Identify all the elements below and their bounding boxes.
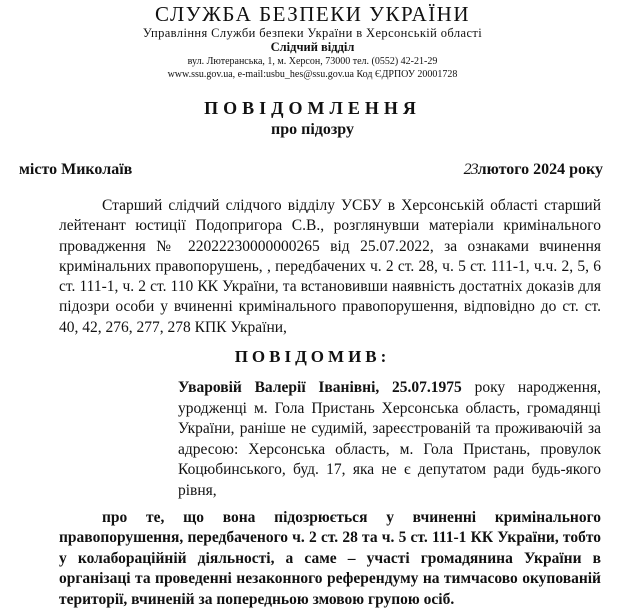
city-label: місто Миколаїв — [19, 161, 133, 178]
date-day: 23 — [463, 161, 478, 178]
charge-text: про те, що вона підозрюється у вчиненні кримінального правопорушення, передбаченого ч. 2 ст. 28 та ч. 5 ст. 111-1 КК України, тобто у колабораційній діяльності, а саме – участі громадянина України в організаці та проведенні незаконного референдуму на тимчасово окупованій території, вчиненій за попередньою змовою групою осіб. — [59, 509, 601, 608]
paragraph-indent — [59, 197, 102, 214]
suspect-details: року народження, уродженці м. Гола Пристань Херсонська область, громадянці України, раніше не судимій, зареєстрованій та проживаючій за адресою: Херсонська область, м. Гола Пристань, провулок Коцюбинського, буд. 17, яка не є депутатом ради будь-якого рівня, — [178, 379, 602, 499]
document-date — [464, 161, 603, 179]
paragraph-indent — [59, 509, 102, 526]
declared-heading: ПОВІДОМИВ: — [234, 347, 391, 366]
intro-paragraph — [59, 196, 601, 338]
suspect-paragraph — [178, 378, 601, 502]
contacts-line: www.ssu.gov.ua, e-mail:usbu_hes@ssu.gov.ua Код ЄДРПОУ 20001728 — [167, 69, 458, 80]
department-name: Управління Служби безпеки України в Херсонській області — [142, 26, 483, 40]
document-subtitle: про підозру — [271, 121, 354, 138]
date-rest: лютого 2024 року — [477, 161, 603, 178]
suspect-name: Уваровій Валерії Іванівні, 25.07.1975 — [178, 379, 462, 396]
document-title: ПОВІДОМЛЕННЯ — [204, 98, 421, 118]
address-line: вул. Лютеранська, 1, м. Херсон, 73000 тел. (0552) 42-21-29 — [187, 56, 438, 67]
organization-name: СЛУЖБА БЕЗПЕКИ УКРАЇНИ — [154, 2, 471, 26]
charge-paragraph — [59, 508, 601, 610]
intro-text: Старший слідчий слідчого відділу УСБУ в Херсонській області старший лейтенант юстиції Подопригора С.В., розглянувши матеріали кримінального провадження № 22022230000000265 від 25.07.2022, за ознаками вчинення кримінальних правопорушень, , передбачених ч. 2 ст. 28, ч. 5 ст. 111-1, ч.ч. 2, 5, 6 ст. 111-1, ч. 2 ст. 110 КК України, та встановивши наявність достатніх доказів для підозри особи у вчиненні кримінального правопорушення, відповідно до ст. ст. 40, 42, 276, 277, 278 КПК України, — [59, 197, 601, 336]
unit-name: Слідчий відділ — [270, 40, 355, 54]
